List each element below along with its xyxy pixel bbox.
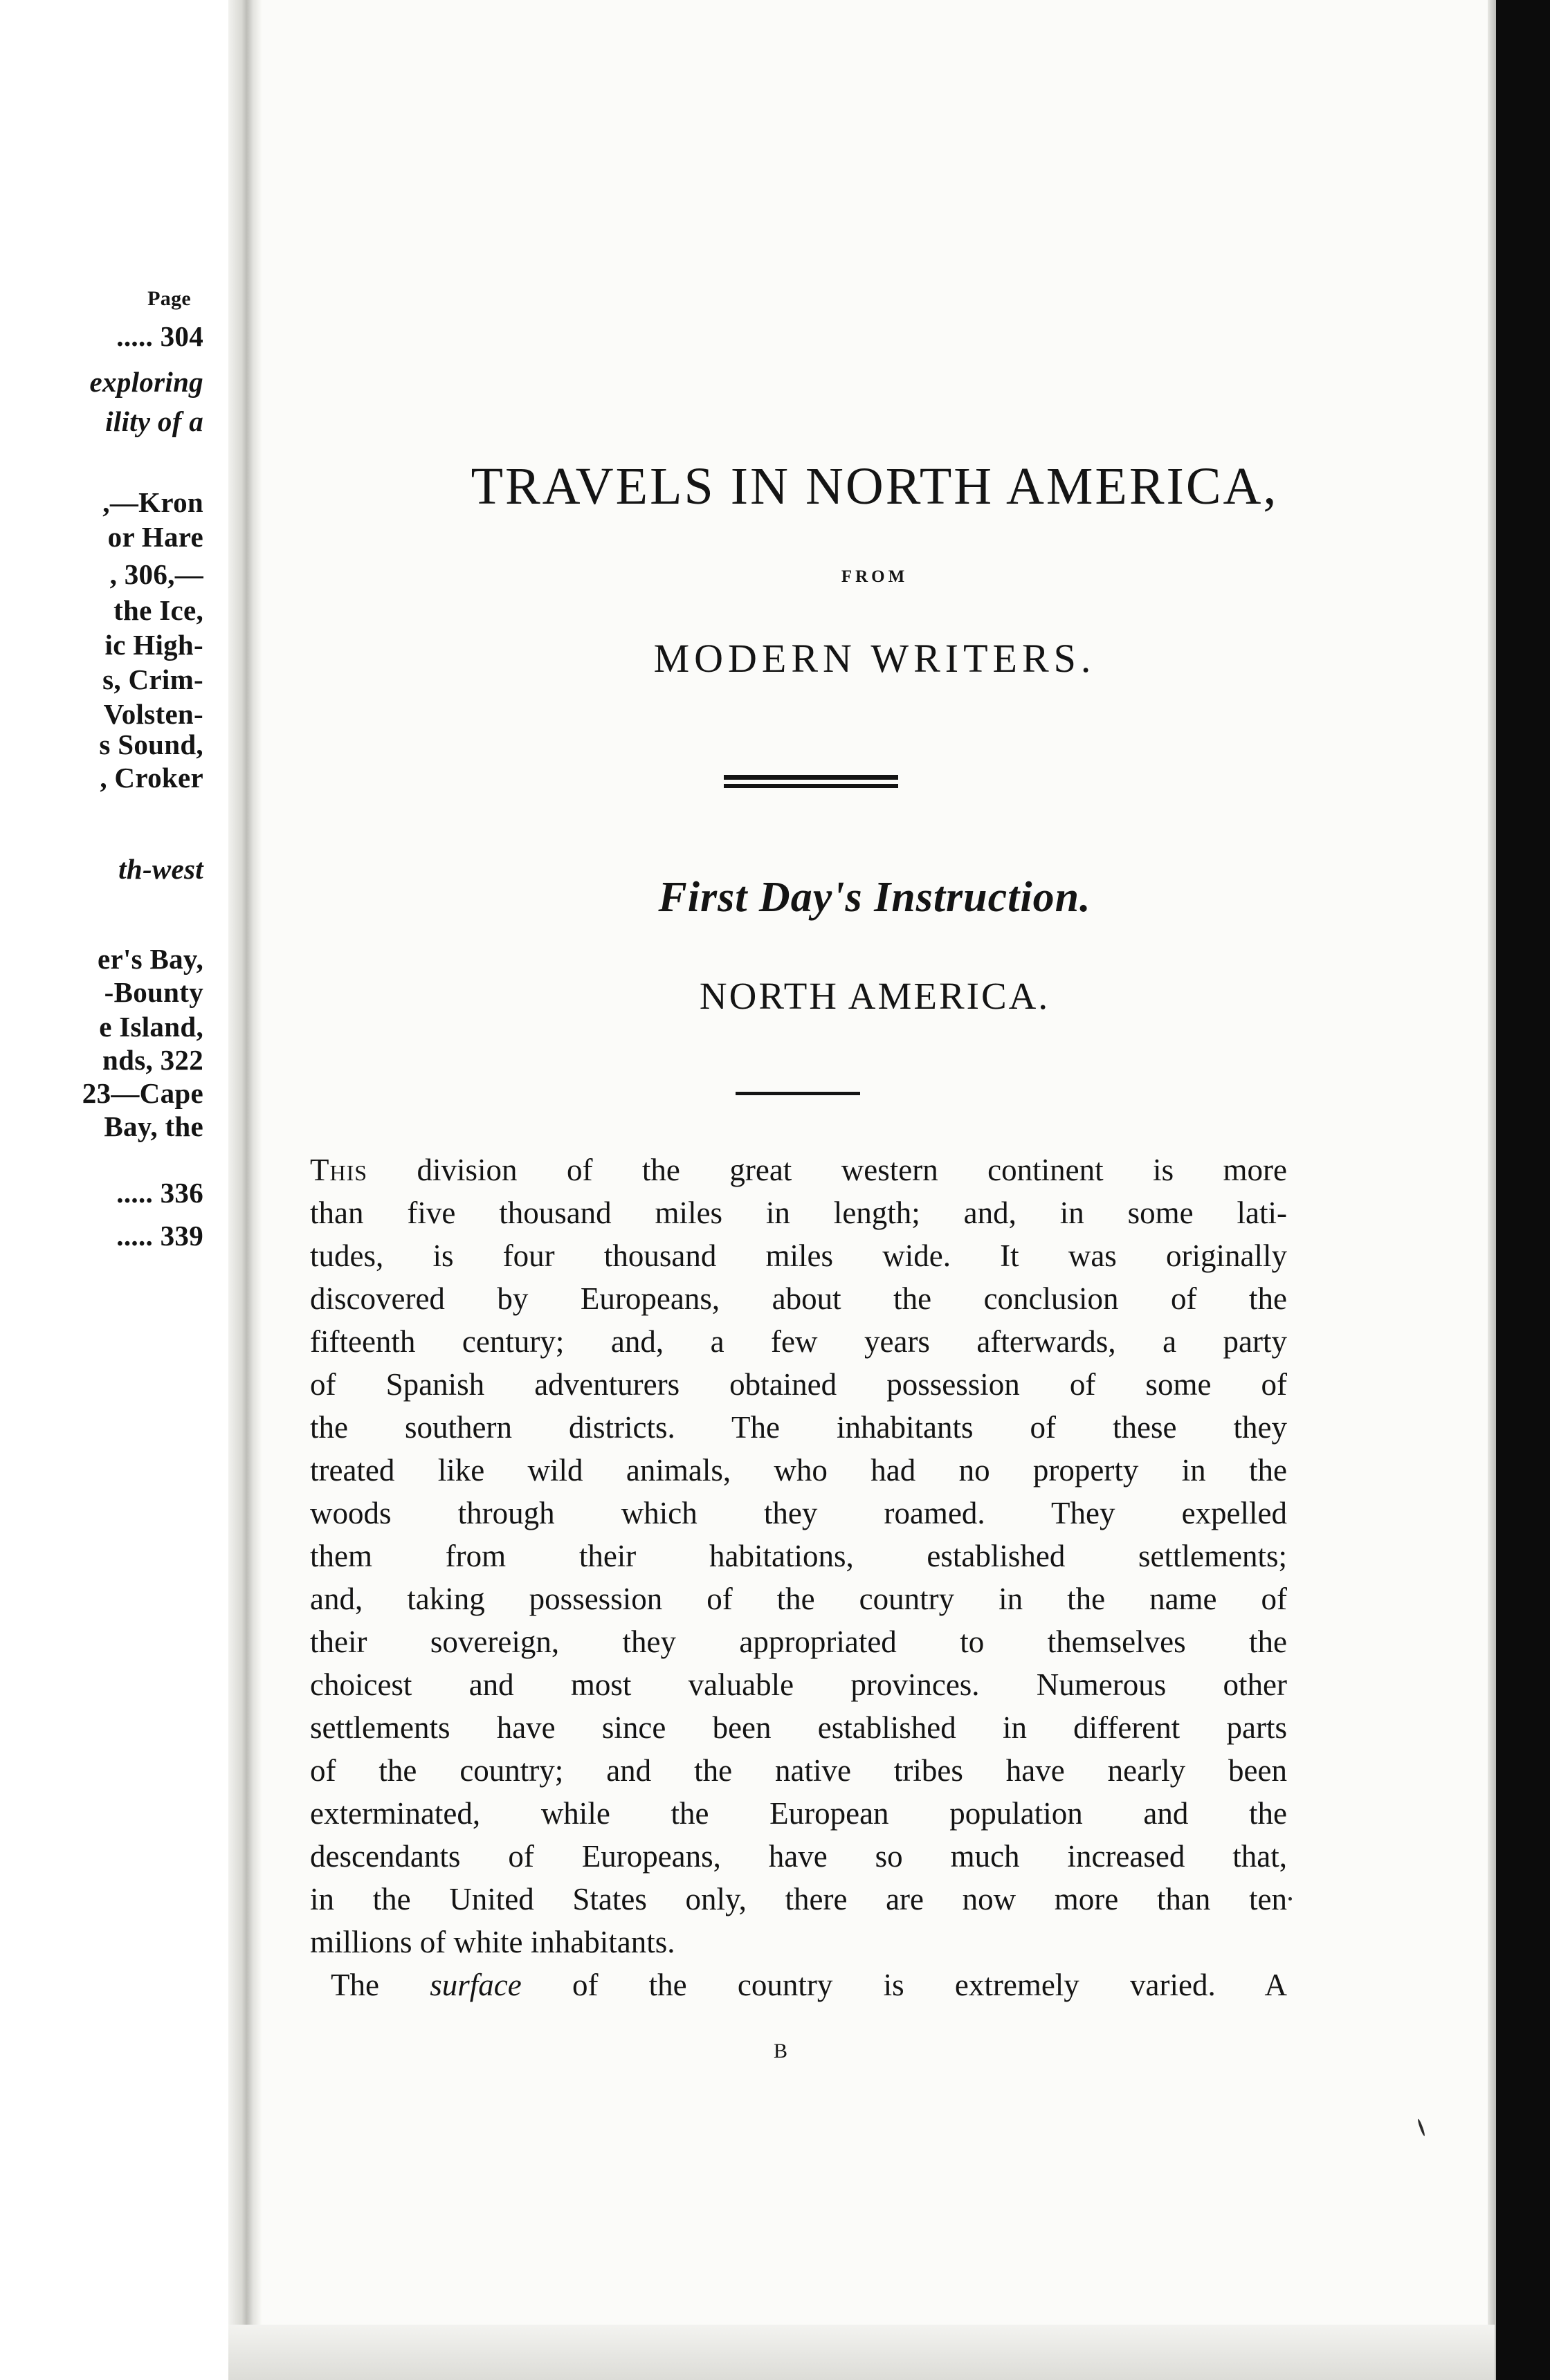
title-from: FROM	[841, 567, 909, 586]
left-line-15: -Bounty	[104, 976, 203, 1008]
page-column-label: Page	[147, 287, 191, 310]
body-line: discovered by Europeans, about the conclusion of the	[310, 1281, 1287, 1316]
body-text	[310, 1148, 1287, 2006]
body-line: their sovereign, they appropriated to themselves the	[310, 1624, 1287, 1659]
left-line-19: Bay, the	[104, 1110, 203, 1142]
left-facing-page	[0, 0, 248, 2380]
body-line: woods through which they roamed. They expelled	[310, 1496, 1287, 1530]
body-line: This division of the great western continent is more	[310, 1153, 1287, 1187]
short-rule-divider	[736, 1092, 860, 1095]
left-line-3: ility of a	[105, 405, 203, 437]
book-gutter	[228, 0, 262, 2380]
chapter-heading: First Day's Instruction.	[658, 874, 1091, 921]
left-line-7: the Ice,	[113, 594, 203, 626]
left-line-14: er's Bay,	[97, 943, 203, 975]
title-writers: MODERN WRITERS.	[653, 636, 1096, 681]
left-line-9: s, Crim-	[102, 663, 203, 695]
book-title: TRAVELS IN NORTH AMERICA,	[471, 457, 1279, 515]
body-line: tudes, is four thousand miles wide. It was originally	[310, 1238, 1287, 1273]
body-line: and, taking possession of the country in the name of	[310, 1582, 1287, 1616]
body-line: fifteenth century; and, a few years afterwards, a party	[310, 1324, 1287, 1359]
body-line: choicest and most valuable provinces. Numerous other	[310, 1667, 1287, 1702]
body-line: millions of white inhabitants.	[310, 1925, 675, 1959]
signature-mark: B	[774, 2040, 788, 2062]
body-line: of Spanish adventurers obtained possession of some of	[310, 1367, 1287, 1402]
body-line: exterminated, while the European population and the	[310, 1796, 1287, 1831]
left-line-11: s Sound,	[99, 729, 203, 760]
body-line-new-paragraph: The surface of the country is extremely varied. A	[331, 1968, 1287, 2002]
page-edge-right	[1488, 0, 1496, 2380]
scan-speck	[1288, 1897, 1292, 1901]
left-line-16: e Island,	[99, 1011, 203, 1043]
left-line-12: , Croker	[100, 762, 203, 794]
body-line: in the United States only, there are now more than ten	[310, 1882, 1287, 1916]
left-line-17: nds, 322	[102, 1044, 203, 1076]
body-line: settlements have since been established in different parts	[310, 1710, 1287, 1745]
body-line: the southern districts. The inhabitants of these they	[310, 1410, 1287, 1445]
left-line-13: th-west	[118, 853, 203, 885]
left-line-20: ..... 336	[116, 1177, 203, 1209]
section-heading: NORTH AMERICA.	[699, 975, 1050, 1017]
body-line: them from their habitations, established settlements;	[310, 1539, 1287, 1573]
body-line: descendants of Europeans, have so much increased that,	[310, 1839, 1287, 1874]
body-line: treated like wild animals, who had no property in the	[310, 1453, 1287, 1488]
left-line-5: or Hare	[107, 521, 203, 553]
body-line: than five thousand miles in length; and, in some lati-	[310, 1196, 1287, 1230]
left-line-8: ic High-	[104, 629, 203, 661]
left-line-6: , 306,—	[109, 558, 203, 590]
double-rule-divider	[724, 775, 898, 790]
italic-word: surface	[430, 1968, 522, 2002]
right-page	[262, 0, 1488, 2380]
left-line-4: ,—Kron	[102, 486, 203, 518]
left-line-2: exploring	[89, 366, 203, 398]
left-line-10: Volsten-	[103, 698, 203, 730]
left-line-18: 23—Cape	[82, 1077, 203, 1109]
scan-border	[1496, 0, 1550, 2380]
left-line-21: ..... 339	[116, 1220, 203, 1252]
drop-word: This	[310, 1153, 368, 1187]
left-line-1: ..... 304	[116, 320, 203, 352]
body-line: of the country; and the native tribes have nearly been	[310, 1753, 1287, 1788]
